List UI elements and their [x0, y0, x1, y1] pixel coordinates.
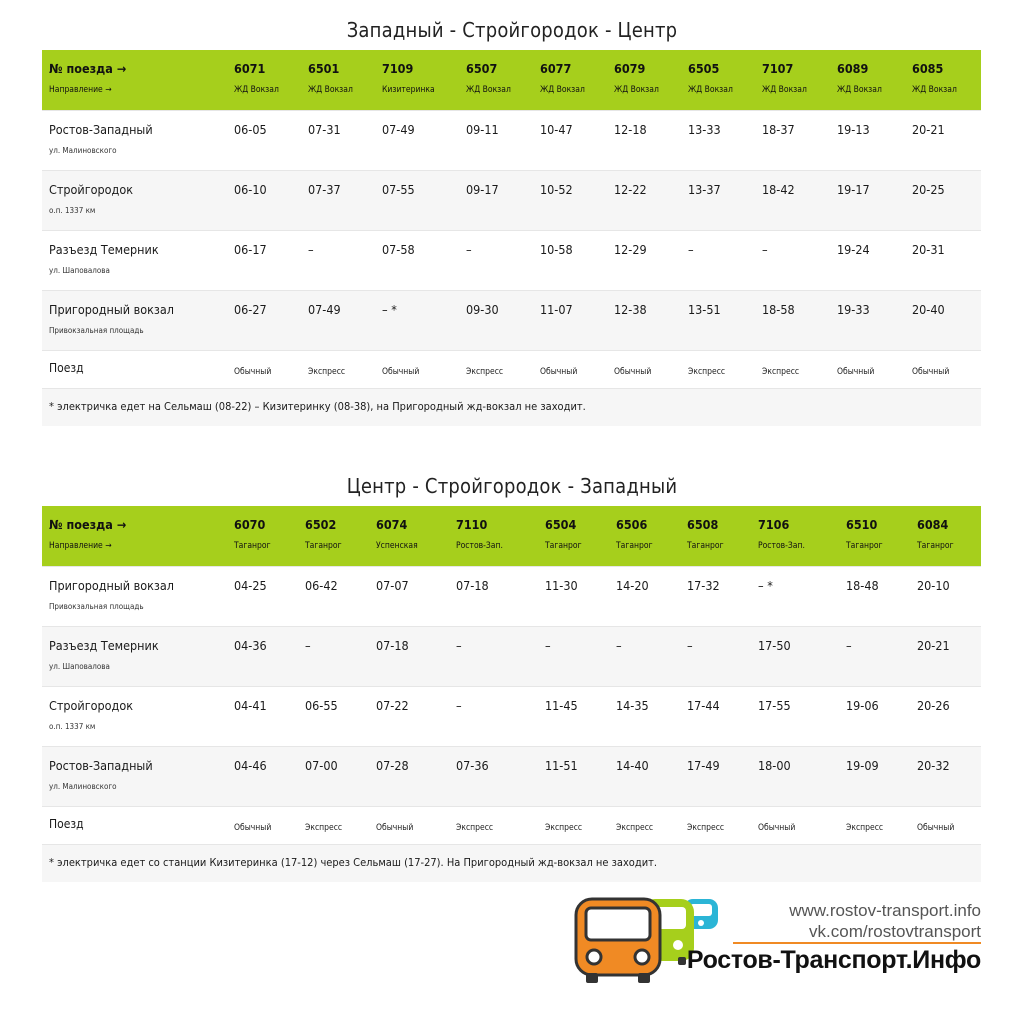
train-direction: Кизитеринка: [382, 85, 435, 95]
train-direction: Таганрог: [917, 541, 954, 551]
station-name: Разъезд Темерник: [49, 242, 159, 257]
departure-time: –: [545, 638, 551, 653]
departure-time: 06-05: [234, 122, 267, 137]
footnote: * электричка едет на Сельмаш (08-22) – Кизитеринку (08-38), на Пригородный жд-вокзал не заходит.: [42, 388, 981, 426]
departure-time: 17-49: [687, 758, 720, 773]
departure-time: 20-31: [912, 242, 945, 257]
departure-time: 20-40: [912, 302, 945, 317]
train-direction: Таганрог: [545, 541, 582, 551]
train-direction: ЖД Вокзал: [614, 85, 659, 95]
station-name: Разъезд Темерник: [49, 638, 159, 653]
train-number: 6071: [234, 61, 266, 76]
departure-time: 07-31: [308, 122, 341, 137]
train-direction: ЖД Вокзал: [688, 85, 733, 95]
train-direction: ЖД Вокзал: [234, 85, 279, 95]
table-row: [42, 747, 981, 807]
table-row: [42, 687, 981, 747]
station-address: ул. Шаповалова: [49, 662, 110, 671]
departure-time: –: [456, 638, 462, 653]
train-type: Обычный: [837, 367, 875, 377]
vk-link[interactable]: vk.com/rostovtransport: [809, 922, 981, 941]
train-type: Экспресс: [687, 823, 725, 833]
departure-time: 20-26: [917, 698, 950, 713]
train-type: Экспресс: [688, 367, 726, 377]
train-type: Экспресс: [846, 823, 884, 833]
departure-time: 07-22: [376, 698, 409, 713]
brand-name: Ростов-Транспорт.Инфо: [686, 946, 981, 974]
departure-time: 18-00: [758, 758, 791, 773]
divider: [733, 942, 981, 944]
departure-time: 19-13: [837, 122, 870, 137]
train-type: Экспресс: [616, 823, 654, 833]
train-direction: Таганрог: [687, 541, 724, 551]
departure-time: 13-51: [688, 302, 721, 317]
table-row: [42, 567, 981, 627]
departure-time: 07-18: [456, 578, 489, 593]
train-type: Экспресс: [456, 823, 494, 833]
table-row: [42, 291, 981, 351]
departure-time: –: [466, 242, 472, 257]
departure-time: 07-18: [376, 638, 409, 653]
train-number: 6507: [466, 61, 498, 76]
departure-time: 13-37: [688, 182, 721, 197]
direction-label: Направление →: [49, 85, 112, 95]
departure-time: 06-42: [305, 578, 338, 593]
departure-time: 06-27: [234, 302, 267, 317]
departure-time: –: [305, 638, 311, 653]
table-row: [42, 171, 981, 231]
train-direction: Таганрог: [846, 541, 883, 551]
train-type: Обычный: [614, 367, 652, 377]
station-name: Стройгородок: [49, 698, 133, 713]
train-number: 6501: [308, 61, 340, 76]
site-links: [789, 900, 981, 942]
station-name: Пригородный вокзал: [49, 578, 174, 593]
departure-time: – *: [382, 302, 397, 317]
departure-time: –: [688, 242, 694, 257]
train-direction: ЖД Вокзал: [540, 85, 585, 95]
departure-time: 07-00: [305, 758, 338, 773]
train-type-row: [42, 807, 981, 845]
departure-time: 14-35: [616, 698, 649, 713]
train-direction: Таганрог: [234, 541, 271, 551]
departure-time: 18-42: [762, 182, 795, 197]
departure-time: 10-58: [540, 242, 573, 257]
departure-time: 07-37: [308, 182, 341, 197]
train-type: Экспресс: [466, 367, 504, 377]
departure-time: 09-11: [466, 122, 499, 137]
bottom-schedule-table: [42, 506, 981, 882]
station-address: Привокзальная площадь: [49, 326, 144, 335]
train-direction: ЖД Вокзал: [837, 85, 882, 95]
train-type: Обычный: [234, 367, 272, 377]
train-number: 6506: [616, 517, 648, 532]
departure-time: 06-55: [305, 698, 338, 713]
departure-time: –: [762, 242, 768, 257]
departure-time: 17-50: [758, 638, 791, 653]
departure-time: 20-10: [917, 578, 950, 593]
departure-time: 12-22: [614, 182, 647, 197]
departure-time: 19-33: [837, 302, 870, 317]
departure-time: 07-58: [382, 242, 415, 257]
station-address: ул. Малиновского: [49, 146, 117, 155]
departure-time: – *: [758, 578, 773, 593]
departure-time: 19-09: [846, 758, 879, 773]
train-type-label: Поезд: [49, 817, 84, 831]
departure-time: 12-18: [614, 122, 647, 137]
train-number: 6510: [846, 517, 878, 532]
station-address: о.п. 1337 км: [49, 722, 96, 731]
departure-time: 07-49: [382, 122, 415, 137]
direction-label: Направление →: [49, 541, 112, 551]
train-number: 6079: [614, 61, 646, 76]
departure-time: 07-07: [376, 578, 409, 593]
departure-time: 17-55: [758, 698, 791, 713]
departure-time: 18-37: [762, 122, 795, 137]
train-type: Экспресс: [762, 367, 800, 377]
train-number: 6089: [837, 61, 869, 76]
train-number: 7106: [758, 517, 790, 532]
train-direction: ЖД Вокзал: [308, 85, 353, 95]
train-number: 6077: [540, 61, 572, 76]
departure-time: 11-07: [540, 302, 573, 317]
website-link[interactable]: www.rostov-transport.info: [789, 901, 981, 920]
footnote: * электричка едет со станции Кизитеринка (17-12) через Сельмаш (17-27). На Пригородный жд-вокзал не заходит.: [42, 844, 981, 882]
departure-time: –: [616, 638, 622, 653]
departure-time: 19-06: [846, 698, 879, 713]
train-number: 7107: [762, 61, 794, 76]
train-number-label: № поезда →: [49, 517, 127, 532]
station-address: ул. Шаповалова: [49, 266, 110, 275]
train-direction: Таганрог: [305, 541, 342, 551]
departure-time: –: [456, 698, 462, 713]
departure-time: 10-47: [540, 122, 573, 137]
train-direction: Ростов-Зап.: [456, 541, 503, 551]
train-type: Обычный: [376, 823, 414, 833]
train-number: 6502: [305, 517, 337, 532]
train-number: 6505: [688, 61, 720, 76]
train-type: Экспресс: [545, 823, 583, 833]
table-row: [42, 111, 981, 171]
train-number: 7110: [456, 517, 488, 532]
departure-time: –: [308, 242, 314, 257]
train-type: Обычный: [540, 367, 578, 377]
station-name: Стройгородок: [49, 182, 133, 197]
train-type: Обычный: [382, 367, 420, 377]
train-direction: Успенская: [376, 541, 418, 551]
table-row: [42, 627, 981, 687]
train-direction: ЖД Вокзал: [762, 85, 807, 95]
train-type-label: Поезд: [49, 361, 84, 375]
train-type: Экспресс: [305, 823, 343, 833]
departure-time: 19-24: [837, 242, 870, 257]
table-header-row: [42, 506, 981, 567]
train-direction: ЖД Вокзал: [912, 85, 957, 95]
departure-time: 14-20: [616, 578, 649, 593]
train-type: Экспресс: [308, 367, 346, 377]
train-direction: Ростов-Зап.: [758, 541, 805, 551]
top-schedule-table: [42, 50, 981, 426]
train-number: 6074: [376, 517, 408, 532]
train-type: Обычный: [234, 823, 272, 833]
departure-time: 12-38: [614, 302, 647, 317]
station-address: Привокзальная площадь: [49, 602, 144, 611]
departure-time: 18-48: [846, 578, 879, 593]
departure-time: 17-44: [687, 698, 720, 713]
departure-time: 11-51: [545, 758, 578, 773]
train-type: Обычный: [758, 823, 796, 833]
departure-time: 11-45: [545, 698, 578, 713]
train-type: Обычный: [912, 367, 950, 377]
departure-time: 18-58: [762, 302, 795, 317]
departure-time: 04-46: [234, 758, 267, 773]
station-name: Ростов-Западный: [49, 758, 153, 773]
train-number: 6084: [917, 517, 949, 532]
departure-time: 20-21: [912, 122, 945, 137]
departure-time: 07-55: [382, 182, 415, 197]
train-number: 6070: [234, 517, 266, 532]
departure-time: 20-21: [917, 638, 950, 653]
departure-time: 11-30: [545, 578, 578, 593]
train-type-row: [42, 351, 981, 389]
train-type: Обычный: [917, 823, 955, 833]
train-direction: Таганрог: [616, 541, 653, 551]
station-name: Ростов-Западный: [49, 122, 153, 137]
train-number-label: № поезда →: [49, 61, 127, 76]
train-number: 6508: [687, 517, 719, 532]
departure-time: 09-30: [466, 302, 499, 317]
station-name: Пригородный вокзал: [49, 302, 174, 317]
departure-time: 14-40: [616, 758, 649, 773]
train-number: 6085: [912, 61, 944, 76]
bottom-section-title: Центр - Стройгородок - Западный: [346, 474, 678, 498]
departure-time: 17-32: [687, 578, 720, 593]
departure-time: 19-17: [837, 182, 870, 197]
departure-time: –: [687, 638, 693, 653]
departure-time: 07-36: [456, 758, 489, 773]
departure-time: 06-10: [234, 182, 267, 197]
departure-time: 07-28: [376, 758, 409, 773]
train-direction: ЖД Вокзал: [466, 85, 511, 95]
departure-time: 20-25: [912, 182, 945, 197]
departure-time: 12-29: [614, 242, 647, 257]
departure-time: 09-17: [466, 182, 499, 197]
departure-time: 10-52: [540, 182, 573, 197]
top-section-title: Западный - Стройгородок - Центр: [346, 18, 678, 42]
departure-time: 04-41: [234, 698, 267, 713]
departure-time: 20-32: [917, 758, 950, 773]
departure-time: 04-25: [234, 578, 267, 593]
train-number: 6504: [545, 517, 577, 532]
departure-time: 07-49: [308, 302, 341, 317]
departure-time: 04-36: [234, 638, 267, 653]
table-row: [42, 231, 981, 291]
departure-time: 13-33: [688, 122, 721, 137]
table-header-row: [42, 50, 981, 111]
departure-time: –: [846, 638, 852, 653]
station-address: ул. Малиновского: [49, 782, 117, 791]
departure-time: 06-17: [234, 242, 267, 257]
train-number: 7109: [382, 61, 414, 76]
station-address: о.п. 1337 км: [49, 206, 96, 215]
